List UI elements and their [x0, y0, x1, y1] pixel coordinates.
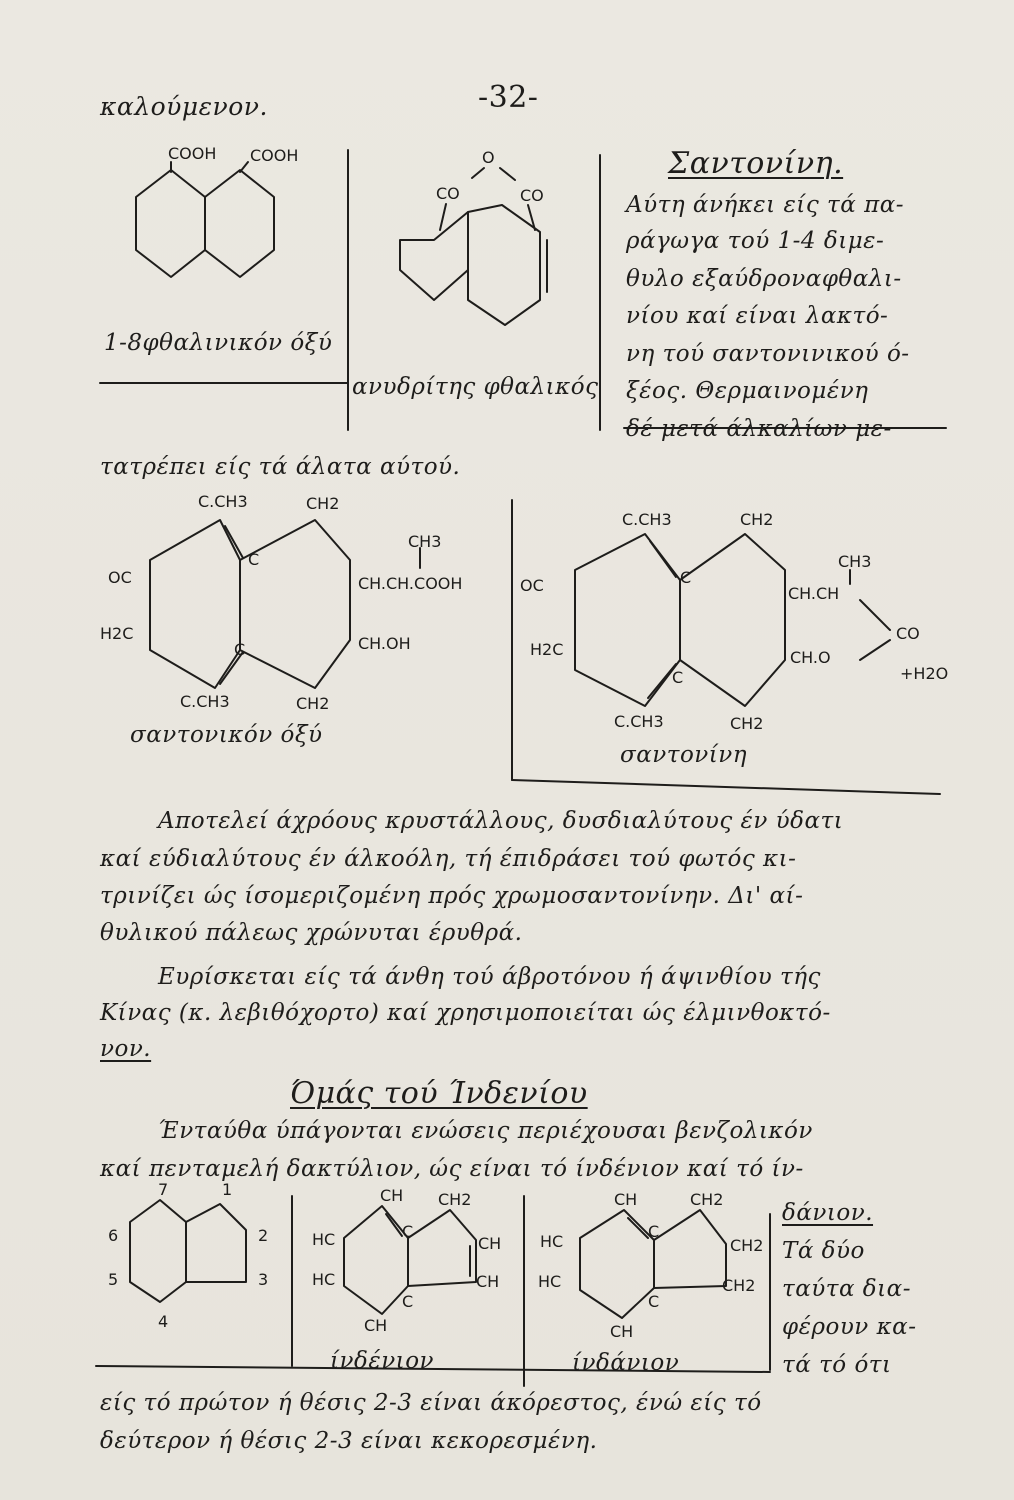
- santonin-label: C: [680, 568, 692, 587]
- indene-label: HC: [312, 1230, 336, 1249]
- indene-label: CH: [364, 1316, 388, 1335]
- paragraph1-line: καί εύδιαλύτους έν άλκοόλη, τή έπιδράσει τού φωτός κι-: [100, 846, 797, 872]
- santonin-label: CH.CH: [788, 584, 840, 603]
- acid-label: CH3: [408, 532, 442, 551]
- paragraph1-line: Αποτελεί άχρόους κρυστάλλους, δυσδιαλύτους έν ύδατι: [158, 808, 844, 834]
- acid-label: CH2: [306, 494, 340, 513]
- position-number: 1: [222, 1180, 233, 1199]
- indene-label: CH: [478, 1234, 502, 1253]
- santonin-label: CO: [896, 624, 920, 643]
- santonin-text-line: Αύτη άνήκει είς τά πα-: [626, 192, 904, 218]
- indane-label: HC: [540, 1232, 564, 1251]
- indane-label: HC: [538, 1272, 562, 1291]
- paragraph1-line: θυλικού πάλεως χρώνυται έρυθρά.: [100, 920, 523, 946]
- santonin-label: CH2: [740, 510, 774, 529]
- santonin-heading: Σαντονίνη.: [668, 146, 844, 181]
- paragraph2-line: Ευρίσκεται είς τά άνθη τού άβροτόνου ή άψινθίου τής: [158, 964, 821, 990]
- position-number: 2: [258, 1226, 269, 1245]
- santonin-text-line: νίου καί είναι λακτό-: [626, 303, 889, 329]
- indane-label: CH: [610, 1322, 634, 1341]
- side-line: φέρουν κα-: [782, 1314, 917, 1340]
- paragraph1-line: τρινίζει ώς ίσομεριζομένη πρός χρωμοσαντονίνην. Δι' αί-: [100, 883, 804, 909]
- closing-line: είς τό πρώτον ή θέσις 2-3 είναι άκόρεστος, ένώ είς τό: [100, 1390, 762, 1416]
- indane-label: CH2: [690, 1190, 724, 1209]
- acid-label: H2C: [100, 624, 134, 643]
- santonin-caption: σαντονίνη: [620, 742, 748, 768]
- struct1-label: COOH: [250, 146, 299, 165]
- acid-label: C: [234, 640, 246, 659]
- indene-caption: ίνδένιον: [330, 1348, 435, 1374]
- indene-heading: Όμάς τού Ίνδενίου: [290, 1076, 588, 1111]
- santonin-label: C: [672, 668, 684, 687]
- santonin-label: +H2O: [900, 664, 949, 683]
- indene-label: CH: [476, 1272, 500, 1291]
- santonin-text-line: ξέος. Θερμαινομένη: [626, 378, 869, 404]
- santonin-label: H2C: [530, 640, 564, 659]
- indane-caption: ίνδάνιον: [572, 1350, 680, 1376]
- position-number: 5: [108, 1270, 119, 1289]
- acid-caption: σαντονικόν όξύ: [130, 722, 323, 748]
- santonin-label: C.CH3: [614, 712, 664, 731]
- indane-label: CH: [614, 1190, 638, 1209]
- closing-line: δεύτερον ή θέσις 2-3 είναι κεκορεσμένη.: [100, 1428, 598, 1454]
- struct1-caption: 1-8φθαλινικόν όξύ: [104, 330, 333, 356]
- position-number: 7: [158, 1180, 169, 1199]
- paragraph2-line: Κίνας (κ. λεβιθόχορτο) καί χρησιμοποιείται ώς έλμινθοκτό-: [100, 1000, 831, 1026]
- paragraph2-line: νον.: [100, 1036, 152, 1062]
- indene-label: CH: [380, 1186, 404, 1205]
- santonin-label: CH.O: [790, 648, 831, 667]
- anhydride-co-label: CO: [520, 186, 544, 205]
- indene-label: CH2: [438, 1190, 472, 1209]
- santonin-text-line: νη τού σαντονινικού ό-: [626, 341, 910, 367]
- santonin-continued: τατρέπει είς τά άλατα αύτού.: [100, 454, 461, 480]
- acid-label: CH.CH.COOH: [358, 574, 463, 593]
- indane-label: C: [648, 1292, 660, 1311]
- position-number: 6: [108, 1226, 119, 1245]
- anhydride-co-label: CO: [436, 184, 460, 203]
- struct2-caption: ανυδρίτης φθαλικός: [352, 374, 599, 400]
- struct1-label: COOH: [168, 144, 217, 163]
- santonin-label: C.CH3: [622, 510, 672, 529]
- acid-label: C.CH3: [198, 492, 248, 511]
- santonin-text-line: ράγωγα τού 1-4 διμε-: [626, 228, 885, 254]
- indene-label: HC: [312, 1270, 336, 1289]
- acid-label: OC: [108, 568, 132, 587]
- acid-label: C: [248, 550, 260, 569]
- indane-label: CH2: [722, 1276, 756, 1295]
- santonin-label: OC: [520, 576, 544, 595]
- acid-label: C.CH3: [180, 692, 230, 711]
- side-line: δάνιον.: [782, 1200, 874, 1226]
- indane-structure: [0, 0, 1, 1]
- position-number: 4: [158, 1312, 169, 1331]
- indane-label: C: [648, 1222, 660, 1241]
- acid-label: CH2: [296, 694, 330, 713]
- side-line: ταύτα δια-: [782, 1276, 911, 1302]
- position-number: 3: [258, 1270, 269, 1289]
- anhydride-o-label: O: [482, 148, 495, 167]
- santonin-label: CH3: [838, 552, 872, 571]
- indene-intro-line: Ένταύθα ύπάγονται ενώσεις περιέχουσαι βενζολικόν: [158, 1118, 813, 1144]
- intro-word: καλούμενον.: [100, 92, 268, 121]
- indane-label: CH2: [730, 1236, 764, 1255]
- indene-label: C: [402, 1222, 414, 1241]
- indene-intro-line: καί πενταμελή δακτύλιον, ώς είναι τό ίνδένιον καί τό ίν-: [100, 1156, 804, 1182]
- santonin-text-line: θυλο εξαύδροναφθαλι-: [626, 266, 902, 292]
- santonin-text-line: δέ μετά άλκαλίων με-: [626, 416, 892, 442]
- indene-label: C: [402, 1292, 414, 1311]
- side-line: Τά δύο: [782, 1238, 865, 1264]
- santonin-label: CH2: [730, 714, 764, 733]
- acid-label: CH.OH: [358, 634, 411, 653]
- side-line: τά τό ότι: [782, 1352, 892, 1378]
- page-number: -32-: [478, 80, 539, 115]
